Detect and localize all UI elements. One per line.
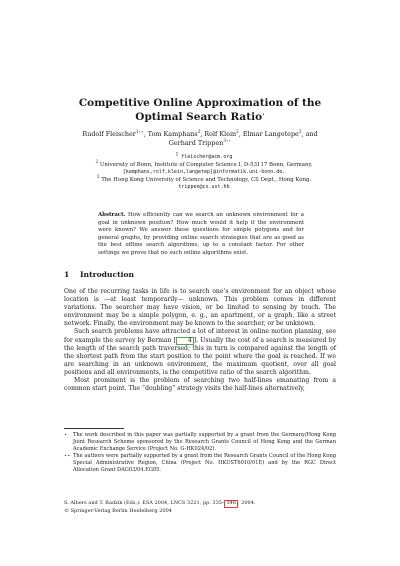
title-line-2: Optimal Search Ratio <box>135 111 263 123</box>
affiliation-1-mark: 1 <box>175 151 179 157</box>
affiliation-1 <box>84 151 324 162</box>
section-heading <box>64 270 134 279</box>
paragraph-3: Most prominent is the problem of searching two half-lines emanating from a common start point. The “doubling” strategy visits the half-lines alternatively, <box>64 377 336 393</box>
abstract-text: How efficiently can we search an unknown environment for a goal in unknown position? How much would it help if the environment were known? We answer these questions for simple polygons and for general graphs, by providing online search strategies that are as good as the best offline search algorithms, up to a constant factor. For other settings we prove that no such online algorithms exist. <box>98 212 304 256</box>
footnote-2-mark: ⋆⋆ <box>64 452 71 459</box>
abstract <box>98 212 304 258</box>
author-trippen-mark: 3⋆⋆ <box>223 137 232 143</box>
page-end-link[interactable]: 346 <box>226 500 236 506</box>
affiliation-3-mark: 3 <box>96 173 100 179</box>
title-line-1: Competitive Online Approximation of the <box>78 97 322 109</box>
affiliation-2-text: University of Bonn, Institute of Computer Science I, D-53117 Bonn, Germany. <box>99 161 313 168</box>
affiliation-3 <box>84 173 324 185</box>
author-list <box>70 130 330 148</box>
author-klein: , Rolf Klein <box>200 130 237 138</box>
citation-link[interactable]: 4 <box>176 337 194 345</box>
author-kamphans: , Tom Kamphans <box>143 130 198 138</box>
footnote-rule <box>64 428 124 429</box>
author-and: , and <box>301 130 318 138</box>
paragraph-2-part-a: Such search problems have attracted a lot of interest in online motion planning, see for example the survey by Berman <box>64 328 336 344</box>
footnotes <box>64 432 336 473</box>
author-fleischer-mark: 1⋆⋆ <box>135 128 144 134</box>
footnote-2 <box>64 453 336 474</box>
publication-line-1a: S. Albers and T. Radzik (Eds.): ESA 2004, LNCS 3221, pp. 335– <box>64 500 225 506</box>
affiliation-3-email: trippen@cs.ust.hk <box>178 184 230 191</box>
footnote-1-mark: ⋆ <box>64 432 68 438</box>
title-footnote-mark: ⋆ <box>262 111 265 117</box>
publication-line-1b: , 2004. <box>238 500 256 506</box>
author-kamphans-mark: 2 <box>197 128 201 134</box>
abstract-label: Abstract. <box>98 212 126 218</box>
publication-info <box>64 500 336 514</box>
author-langetepe: , Elmar Langetepe <box>238 130 299 138</box>
section-title: Introduction <box>80 270 135 279</box>
author-fleischer: Rudolf Fleischer <box>82 130 136 138</box>
footnote-2-text: The authors were partially supported by a grant from the Research Grants Council of the Hong Kong Special Administrative Region, China (Project No. HKUST6010/01E) and by the RGC Direct Allocation Grant DAG03/04.EG05. <box>73 452 336 473</box>
copyright-line: © Springer-Verlag Berlin Heidelberg 2004 <box>64 507 172 514</box>
affiliation-3-text: The Hong Kong University of Science and Technology, CS Dept., Hong Kong. <box>101 176 312 183</box>
affiliations <box>84 151 324 192</box>
affiliation-1-email: fleischer@acm.org <box>181 154 233 160</box>
author-klein-mark: 2 <box>236 128 239 134</box>
section-number: 1 <box>64 270 70 279</box>
footnote-1-text: The work described in this paper was partially supported by a grant from the Germany/Hong Kong Joint Research Scheme sponsored by the Research Grants Council of Hong Kong and the German Academic Exchange Service (Project No. G-HK024/02). <box>73 432 336 452</box>
author-trippen: Gerhard Trippen <box>168 139 224 147</box>
affiliation-2 <box>84 158 324 170</box>
body-text <box>64 288 336 393</box>
author-langetepe-mark: 2 <box>298 128 302 134</box>
footnote-1 <box>64 432 336 453</box>
paragraph-2: Such search problems have attracted a lot of interest in online motion planning, see for example the survey by Berman [ 4 ]. Usually the cost of a search is measured by the length of the search path traversed; this in turn is compared against the length of the shortest path from the start position to the point where the goal is reached. If we are searching in an unknown environment, the maximum quotient, over all goal positions and all environments, is the competitive ratio of the search algorithm. <box>64 328 336 376</box>
paragraph-1: One of the recurring tasks in life is to search one’s environment for an object whose location is —at least temporarily— unknown. This problem comes in different variations. The searcher may have vision, or be limited to sensing by touch. The environment may be a simple polygon, e. g., an apartment, or a graph, like a street network. Finally, the environment may be known to the searcher, or be unknown. <box>64 288 336 328</box>
paper-title <box>60 96 340 124</box>
paragraph-2-part-b: . Usually the cost of a search is measured by the length of the search path traversed; this in turn is compared against the length of the shortest path from the start position to the point where the goal is reached. If we are searching in an unknown environment, the maximum quotient, over all goal positions and all environments, is the competitive ratio of the search algorithm. <box>64 336 336 376</box>
affiliation-2-mark: 2 <box>95 158 99 164</box>
affiliation-2-email: [kamphans,rolf.klein,langetep]@informatik.uni-bonn.de. <box>122 169 286 176</box>
